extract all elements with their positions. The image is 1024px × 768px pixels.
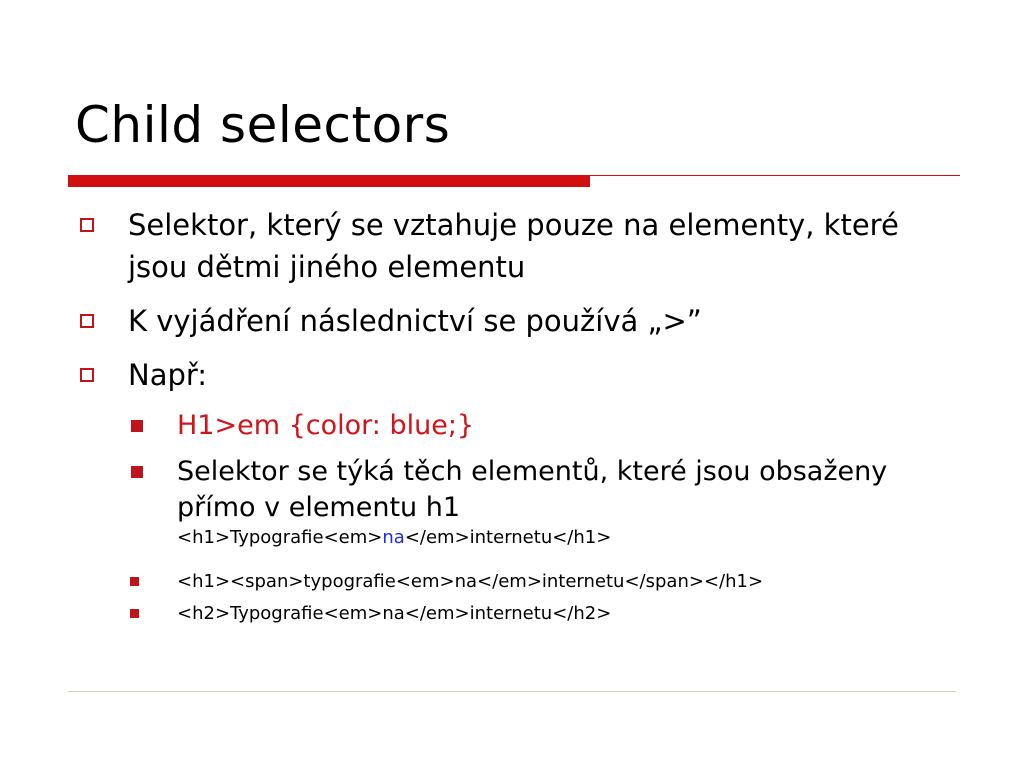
code-example-line — [177, 526, 957, 550]
sub-bullet-explanation — [177, 454, 957, 550]
hollow-square-bullet-icon — [80, 314, 94, 328]
hollow-square-bullet-icon — [80, 368, 94, 382]
filled-square-bullet-icon — [131, 420, 143, 432]
hollow-square-bullet-icon — [80, 218, 94, 232]
footer-divider — [68, 691, 956, 692]
bullet-item-1: Selektor, který se vztahuje pouze na elementy, které jsou dětmi jiného elementu — [128, 208, 899, 284]
sub-bullet-explanation-text: Selektor se týká těch elementů, které jsou obsaženy přímo v elementu h1 — [177, 456, 888, 523]
code-bullet-1: <h1><span>typografie<em>na</em>internetu</span></h1> — [177, 571, 764, 592]
slide-title: Child selectors — [75, 96, 451, 154]
code-example-pre: <h1>Typografie<em> — [177, 527, 383, 548]
bullet-item-2: K vyjádření následnictví se používá „>” — [128, 304, 702, 338]
filled-square-bullet-icon — [131, 466, 143, 478]
small-square-bullet-icon — [130, 577, 139, 586]
code-example-post: </em>internetu</h1> — [404, 527, 612, 548]
sub-bullet-css-rule: H1>em {color: blue;} — [177, 410, 475, 441]
code-bullet-2: <h2>Typografie<em>na</em>internetu</h2> — [177, 603, 612, 624]
bullet-item-3: Např: — [128, 358, 208, 392]
small-square-bullet-icon — [130, 609, 139, 618]
code-example-highlight: na — [382, 527, 405, 548]
